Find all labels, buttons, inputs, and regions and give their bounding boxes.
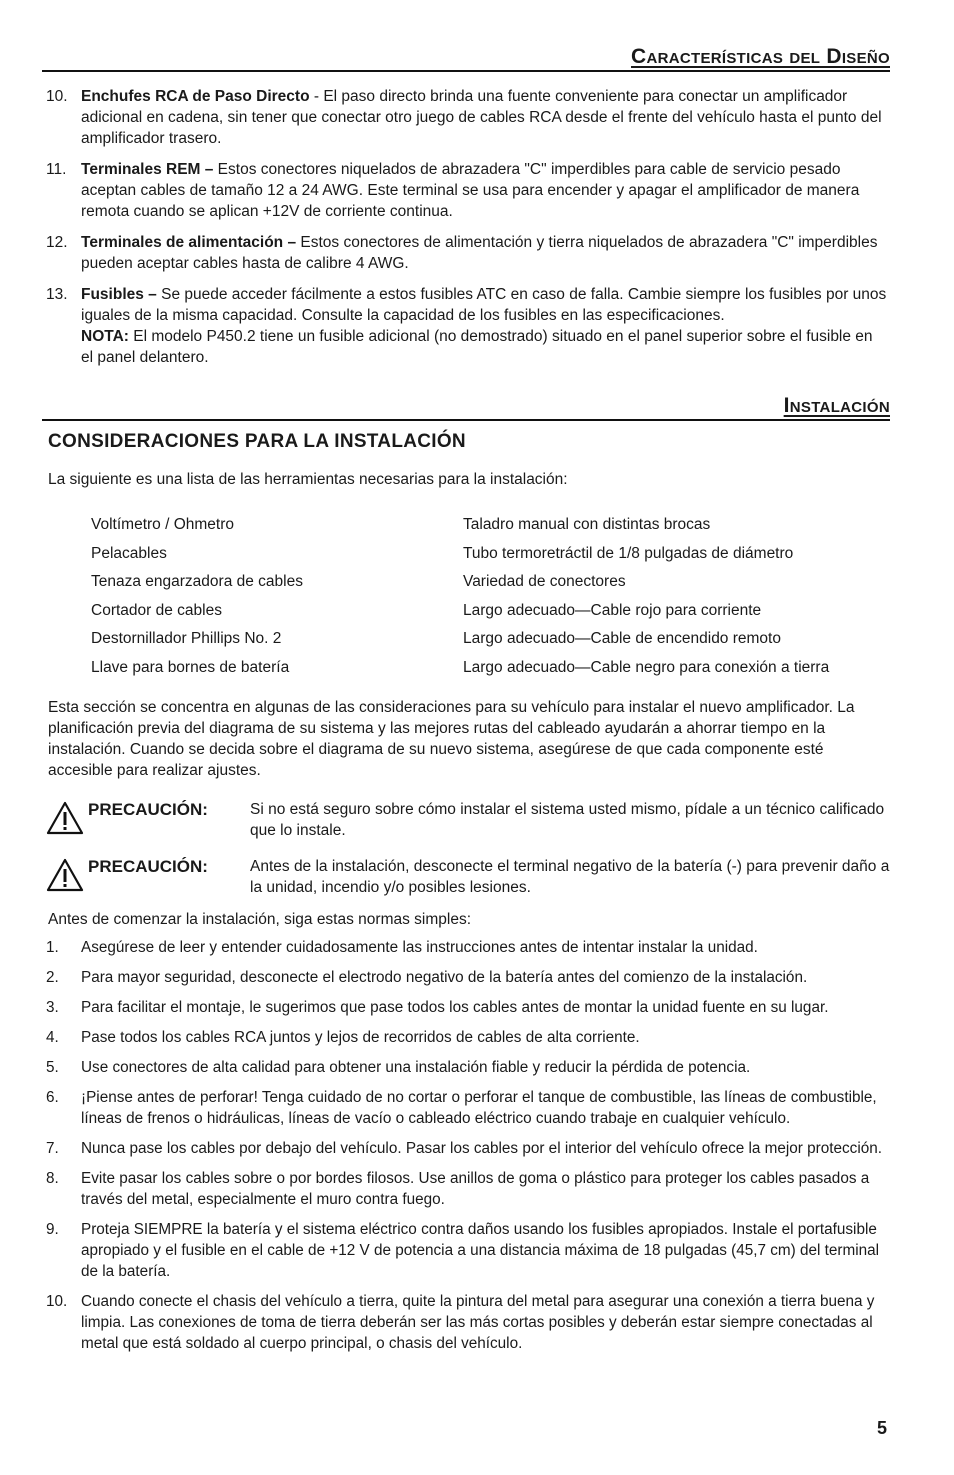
section-header-installation bbox=[42, 393, 890, 421]
warning-triangle-icon bbox=[46, 856, 88, 898]
feature-item bbox=[46, 284, 888, 368]
item-number: 1. bbox=[46, 939, 59, 956]
rule-text: Para facilitar el montaje, le sugerimos que pase todos los cables antes de montar la unidad fuente en su lugar. bbox=[81, 999, 829, 1016]
subheading: CONSIDERACIONES PARA LA INSTALACIÓN bbox=[48, 431, 466, 452]
item-number: 10. bbox=[46, 1293, 68, 1310]
rule-item bbox=[46, 1138, 888, 1159]
rule-item bbox=[46, 1168, 888, 1210]
page-number: 5 bbox=[876, 1418, 887, 1438]
item-number: 6. bbox=[46, 1089, 59, 1106]
feature-text: Estos conectores de alimentación y tierra niquelados de abrazadera "C" imperdibles pueden aceptar cables hasta de calibre 4 AWG. bbox=[81, 234, 878, 272]
rule-text: Use conectores de alta calidad para obtener una instalación fiable y reducir la pérdida de potencia. bbox=[81, 1059, 751, 1076]
tools-list-right bbox=[463, 511, 829, 683]
item-number: 9. bbox=[46, 1221, 59, 1238]
feature-title: Terminales REM – bbox=[81, 161, 214, 178]
feature-item bbox=[46, 232, 888, 274]
item-number: 8. bbox=[46, 1170, 59, 1187]
tool-item: Voltímetro / Ohmetro bbox=[91, 516, 234, 533]
caution-text: Antes de la instalación, desconecte el terminal negativo de la batería (-) para prevenir daño a la unidad, incendio y/o posibles lesiones. bbox=[250, 858, 890, 896]
rule-item bbox=[46, 937, 888, 958]
feature-title: Enchufes RCA de Paso Directo bbox=[81, 88, 310, 105]
rule-text: Nunca pase los cables por debajo del vehículo. Pasar los cables por el interior del vehículo ofrece la mejor protección. bbox=[81, 1140, 882, 1157]
rule-text: Pase todos los cables RCA juntos y lejos de recorridos de cables de alta corriente. bbox=[81, 1029, 640, 1046]
feature-text: - El paso directo brinda una fuente conveniente para conectar un amplificador adicional en cadena, sin tener que conectar otro juego de cables RCA desde el frente del vehículo hasta el punto del amplificador trasero. bbox=[81, 88, 882, 147]
feature-item bbox=[46, 159, 888, 222]
feature-text: Estos conectores niquelados de abrazadera "C" imperdibles para cable de servicio pesado aceptan cables de tamaño 12 a 24 AWG. Este terminal se usa para encender y apagar el amplificador de manera remota cuando se aplican +12V de corriente continua. bbox=[81, 161, 860, 220]
tool-item: Destornillador Phillips No. 2 bbox=[91, 630, 282, 648]
feature-title: Fusibles – bbox=[81, 286, 157, 303]
rule-text: Evite pasar los cables sobre o por bordes filosos. Use anillos de goma o plástico para proteger los cables pasados a través del metal, especialmente el muro contra fuego. bbox=[81, 1170, 870, 1208]
section-title: Instalación bbox=[783, 394, 890, 417]
item-number: 11. bbox=[46, 161, 67, 178]
rules-intro: Antes de comenzar la instalación, siga estas normas simples: bbox=[48, 911, 472, 928]
tool-item: Variedad de conectores bbox=[463, 573, 626, 591]
warning-triangle-icon bbox=[46, 799, 88, 841]
feature-item bbox=[46, 86, 888, 149]
item-number: 2. bbox=[46, 969, 59, 986]
rule-item bbox=[46, 967, 888, 988]
caution-notice bbox=[46, 856, 890, 898]
item-number: 3. bbox=[46, 999, 59, 1016]
rule-text: Proteja SIEMPRE la batería y el sistema eléctrico contra daños usando los fusibles apropiados. Instale el portafusible apropiado y el fusible en el cable de +12 V de potencia a una distancia máxima de 18 pulgadas (45,7 cm) del terminal de la batería. bbox=[81, 1221, 880, 1280]
rules-list bbox=[46, 937, 888, 1363]
tool-item: Largo adecuado—Cable de encendido remoto bbox=[463, 630, 781, 648]
note-text: El modelo P450.2 tiene un fusible adicional (no demostrado) situado en el panel superior sobre el fusible en el panel delantero. bbox=[81, 328, 873, 366]
rule-item bbox=[46, 1057, 888, 1078]
rule-text: Para mayor seguridad, desconecte el electrodo negativo de la batería antes del comienzo de la instalación. bbox=[81, 969, 808, 986]
rule-text: Asegúrese de leer y entender cuidadosamente las instrucciones antes de intentar instalar la unidad. bbox=[81, 939, 758, 956]
item-number: 10. bbox=[46, 88, 68, 105]
tool-item: Largo adecuado—Cable negro para conexión a tierra bbox=[463, 658, 830, 676]
considerations-paragraph: Esta sección se concentra en algunas de las consideraciones para su vehículo para instalar el nuevo amplificador. La planificación previa del diagrama de su sistema y las mejores rutas del cableado ayudarán a ahorrar tiempo en la instalación. Cuando se decida sobre el diagrama de su nuevo sistema, asegúrese de que cada componente esté accesible para realizar ajustes. bbox=[48, 699, 855, 779]
feature-list bbox=[46, 86, 888, 378]
feature-title: Terminales de alimentación – bbox=[81, 234, 297, 251]
tools-intro: La siguiente es una lista de las herramientas necesarias para la instalación: bbox=[48, 471, 568, 488]
tools-list-left bbox=[91, 511, 303, 683]
tool-item: Pelacables bbox=[91, 544, 167, 562]
note-label: NOTA: bbox=[81, 328, 129, 345]
tool-item: Cortador de cables bbox=[91, 601, 222, 619]
caution-label: PRECAUCIÓN: bbox=[88, 800, 208, 819]
rule-item bbox=[46, 1087, 888, 1129]
section-header-design-features bbox=[42, 44, 890, 72]
tool-item: Taladro manual con distintas brocas bbox=[463, 516, 711, 533]
item-number: 5. bbox=[46, 1059, 59, 1076]
tool-item: Tubo termoretráctil de 1/8 pulgadas de diámetro bbox=[463, 544, 794, 562]
tool-item: Tenaza engarzadora de cables bbox=[91, 573, 303, 591]
caution-label: PRECAUCIÓN: bbox=[88, 857, 208, 876]
tool-item: Llave para bornes de batería bbox=[91, 658, 290, 676]
feature-text: Se puede acceder fácilmente a estos fusibles ATC en caso de falla. Cambie siempre los fusibles por unos iguales de la misma capacidad. Consulte la capacidad de los fusibles en las especificaciones. bbox=[81, 286, 887, 324]
rule-item bbox=[46, 997, 888, 1018]
section-title: Características del Diseño bbox=[631, 45, 890, 68]
caution-notice bbox=[46, 799, 890, 841]
item-number: 7. bbox=[46, 1140, 59, 1157]
caution-text: Si no está seguro sobre cómo instalar el sistema usted mismo, pídale a un técnico calificado que lo instale. bbox=[250, 801, 885, 839]
rule-text: Cuando conecte el chasis del vehículo a tierra, quite la pintura del metal para asegurar una conexión a tierra buena y limpia. Las conexiones de toma de tierra deberán ser las más cortas posibles y deberán estar siempre conectadas al metal que está soldado al cuerpo principal, o chasis del vehículo. bbox=[81, 1293, 875, 1352]
item-number: 4. bbox=[46, 1029, 59, 1046]
rule-item bbox=[46, 1219, 888, 1282]
rule-item bbox=[46, 1027, 888, 1048]
item-number: 12. bbox=[46, 234, 68, 251]
rule-text: ¡Piense antes de perforar! Tenga cuidado de no cortar o perforar el tanque de combustible, las líneas de combustible, líneas de frenos o hidráulicas, líneas de vacío o cableado eléctrico cuando trabaje en cualquier vehículo. bbox=[81, 1089, 877, 1127]
item-number: 13. bbox=[46, 286, 68, 303]
rule-item bbox=[46, 1291, 888, 1354]
tool-item: Largo adecuado—Cable rojo para corriente bbox=[463, 601, 762, 619]
